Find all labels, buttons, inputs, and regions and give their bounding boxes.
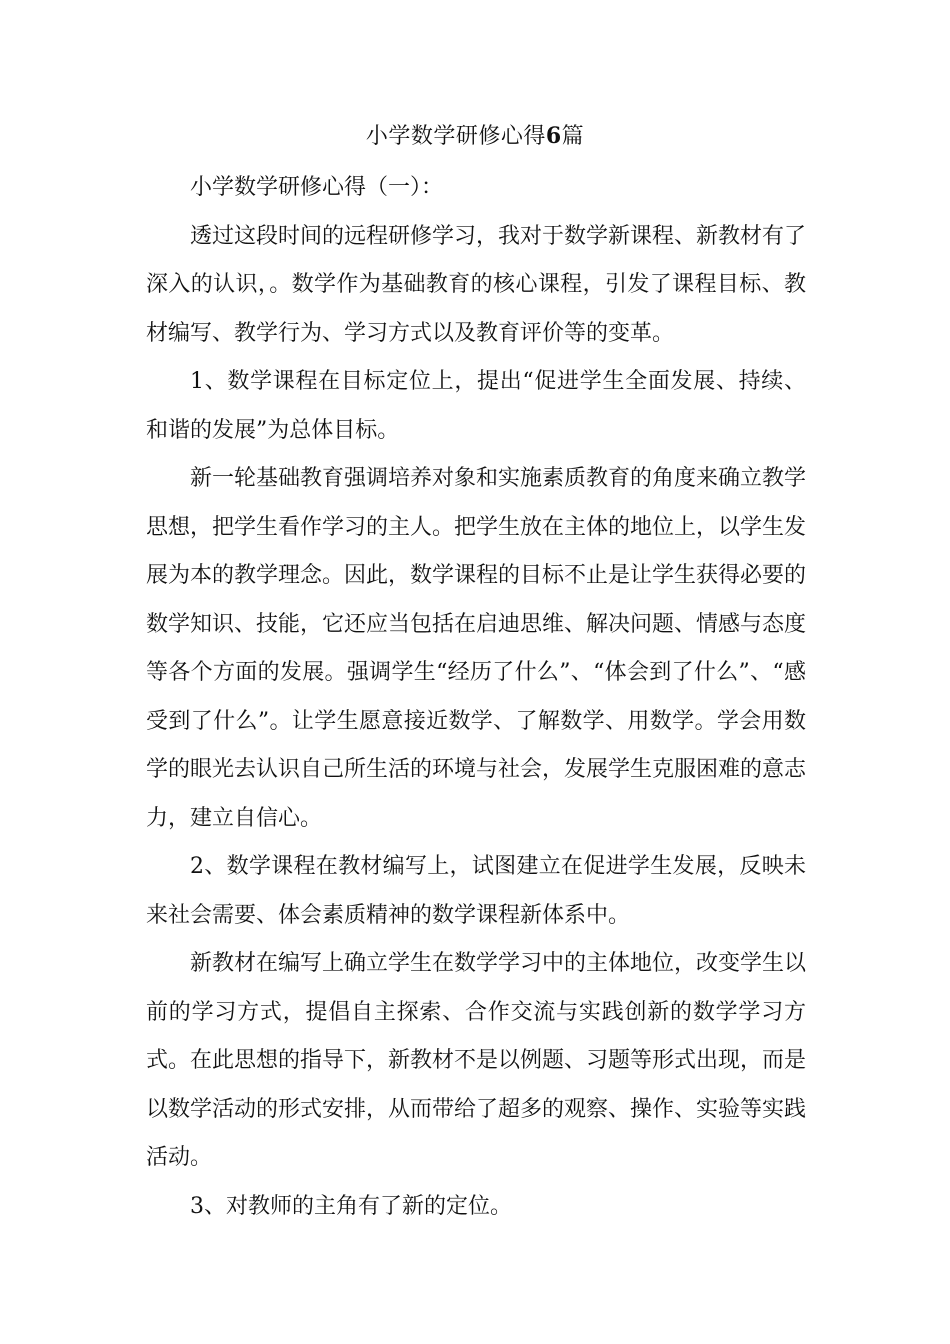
paragraph: 1、数学课程在目标定位上，提出“促进学生全面发展、持续、和谐的发展”为总体目标。	[146, 369, 806, 443]
paragraph: 3、对教师的主角有了新的定位。	[190, 1193, 512, 1219]
title-number: 6	[545, 123, 562, 149]
title-prefix: 小学数学研修心得	[365, 124, 546, 149]
paragraph: 新一轮基础教育强调培养对象和实施素质教育的角度来确立教学思想，把学生看作学习的主人。把学生放在主体的地位上，以学生发展为本的教学理念。因此，数学课程的目标不止是让学生获得必要的数学知识、技能，它还应当包括在启迪思维、解决问题、情感与态度等各个方面的发展。强调学生“经历了什么”、“体会到了什么”、“感受到了什么”。让学生愿意接近数学、了解数学、用数学。学会用数学的眼光去认识自己所生活的环境与社会，发展学生克服困难的意志力，建立自信心。	[146, 466, 807, 831]
document-body	[146, 164, 806, 1231]
paragraph: 透过这段时间的远程研修学习，我对于数学新课程、新教材有了深入的认识，。数学作为基础教育的核心课程，引发了课程目标、教材编写、教学行为、学习方式以及教育评价等的变革。	[146, 223, 807, 346]
title-suffix: 篇	[561, 124, 585, 149]
document-title	[0, 118, 950, 155]
section-heading: 小学数学研修心得（一）：	[190, 175, 444, 200]
paragraph: 新教材在编写上确立学生在数学学习中的主体地位，改变学生以前的学习方式，提倡自主探索、合作交流与实践创新的数学学习方式。在此思想的指导下，新教材不是以例题、习题等形式出现，而是以数学活动的形式安排，从而带给了超多的观察、操作、实验等实践活动。	[146, 951, 807, 1170]
paragraph: 2、数学课程在教材编写上，试图建立在促进学生发展，反映未来社会需要、体会素质精神的数学课程新体系中。	[146, 854, 806, 928]
